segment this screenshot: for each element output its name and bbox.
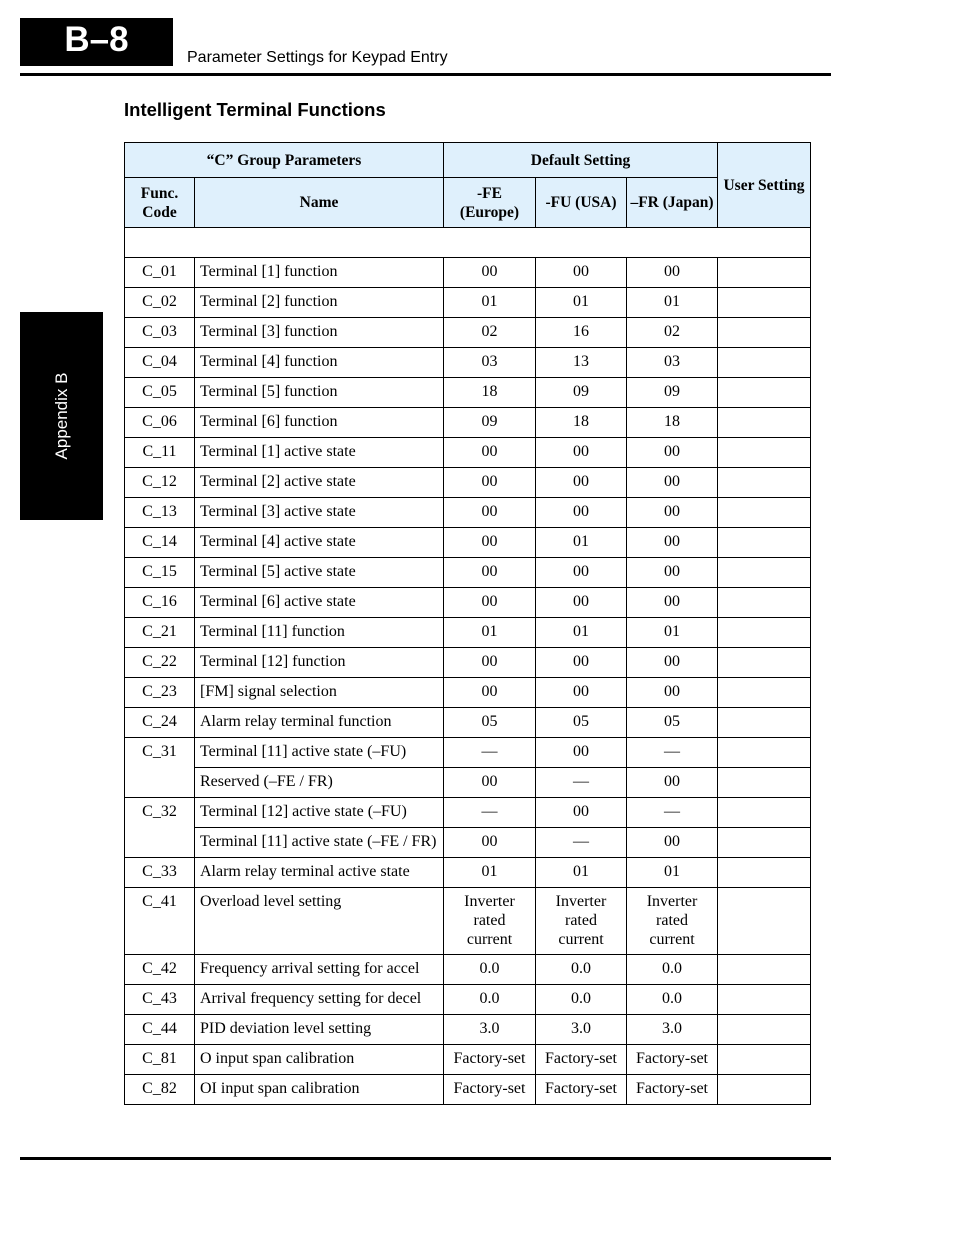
user-setting-cell <box>718 768 811 798</box>
fe-default-cell: 00 <box>444 648 536 678</box>
header-title: Parameter Settings for Keypad Entry <box>187 49 448 66</box>
fu-default-cell: Factory-set <box>536 1045 627 1075</box>
parameter-name-cell: Terminal [11] function <box>195 618 444 648</box>
table-row <box>125 828 811 858</box>
user-setting-cell <box>718 618 811 648</box>
user-setting-cell <box>718 955 811 985</box>
user-setting-cell <box>718 438 811 468</box>
user-setting-cell <box>718 588 811 618</box>
fu-default-cell: Inverter rated current <box>536 888 627 955</box>
func-code-cell: C_22 <box>125 648 195 678</box>
table-row <box>125 288 811 318</box>
fr-default-cell: Factory-set <box>627 1045 718 1075</box>
table-row <box>125 985 811 1015</box>
func-code-cell: C_04 <box>125 348 195 378</box>
fu-default-cell: 00 <box>536 258 627 288</box>
parameter-name-cell: Terminal [12] active state (–FU) <box>195 798 444 828</box>
user-setting-cell <box>718 498 811 528</box>
func-code-cell: C_42 <box>125 955 195 985</box>
user-setting-cell <box>718 558 811 588</box>
fr-default-cell: 0.0 <box>627 985 718 1015</box>
parameter-name-cell: Terminal [6] active state <box>195 588 444 618</box>
func-code-cell: C_23 <box>125 678 195 708</box>
fe-default-cell: 00 <box>444 828 536 858</box>
fe-default-cell: — <box>444 798 536 828</box>
user-setting-cell <box>718 678 811 708</box>
fr-default-cell: 00 <box>627 828 718 858</box>
table-row <box>125 768 811 798</box>
parameter-name-cell: Terminal [3] function <box>195 318 444 348</box>
fu-default-cell: 00 <box>536 738 627 768</box>
parameter-name-cell: Terminal [5] active state <box>195 558 444 588</box>
fr-header: –FR (Japan) <box>627 178 718 228</box>
fe-default-cell: Factory-set <box>444 1075 536 1105</box>
func-code-cell: C_02 <box>125 288 195 318</box>
fu-default-cell: 09 <box>536 378 627 408</box>
user-setting-cell <box>718 468 811 498</box>
parameter-name-cell: Overload level setting <box>195 888 444 955</box>
fu-default-cell: 00 <box>536 438 627 468</box>
parameter-name-cell: Terminal [4] active state <box>195 528 444 558</box>
func-code-cell: C_33 <box>125 858 195 888</box>
user-setting-cell <box>718 288 811 318</box>
fr-default-cell: — <box>627 798 718 828</box>
fr-default-cell: 02 <box>627 318 718 348</box>
table-row <box>125 858 811 888</box>
fe-default-cell: 0.0 <box>444 985 536 1015</box>
table-row <box>125 588 811 618</box>
fu-default-cell: 01 <box>536 858 627 888</box>
section-title: Intelligent Terminal Functions <box>124 99 386 120</box>
parameter-name-cell: Terminal [2] active state <box>195 468 444 498</box>
func-code-cell: C_82 <box>125 1075 195 1105</box>
table-row <box>125 408 811 438</box>
fe-default-cell: Inverter rated current <box>444 888 536 955</box>
fu-default-cell: 16 <box>536 318 627 348</box>
fu-default-cell: 13 <box>536 348 627 378</box>
fe-default-cell: 09 <box>444 408 536 438</box>
fu-default-cell: 00 <box>536 648 627 678</box>
parameter-table <box>124 142 811 1105</box>
fe-default-cell: 01 <box>444 618 536 648</box>
parameter-name-cell: Reserved (–FE / FR) <box>195 768 444 798</box>
fu-default-cell: 0.0 <box>536 985 627 1015</box>
user-setting-cell <box>718 858 811 888</box>
side-tab-label: Appendix B <box>51 372 71 460</box>
func-code-cell: C_43 <box>125 985 195 1015</box>
fr-default-cell: 00 <box>627 648 718 678</box>
fe-default-cell: 3.0 <box>444 1015 536 1045</box>
table-row <box>125 468 811 498</box>
fu-default-cell: 00 <box>536 468 627 498</box>
user-setting-cell <box>718 1075 811 1105</box>
fr-default-cell: 00 <box>627 498 718 528</box>
fe-default-cell: 00 <box>444 528 536 558</box>
fu-default-cell: 0.0 <box>536 955 627 985</box>
user-setting-cell <box>718 648 811 678</box>
fu-default-cell: 00 <box>536 558 627 588</box>
user-setting-cell <box>718 798 811 828</box>
table-row <box>125 708 811 738</box>
parameter-name-cell: Terminal [3] active state <box>195 498 444 528</box>
header-separator <box>125 228 811 258</box>
user-setting-cell <box>718 378 811 408</box>
fe-default-cell: 0.0 <box>444 955 536 985</box>
user-setting-cell <box>718 408 811 438</box>
table-row <box>125 1015 811 1045</box>
func-code-cell: C_06 <box>125 408 195 438</box>
table-row <box>125 1045 811 1075</box>
user-setting-cell <box>718 528 811 558</box>
group-header: “C” Group Parameters <box>125 143 444 178</box>
fe-default-cell: 00 <box>444 768 536 798</box>
func-code-cell: C_32 <box>125 798 195 828</box>
table-row <box>125 1075 811 1105</box>
fu-default-cell: 01 <box>536 528 627 558</box>
user-setting-cell <box>718 888 811 955</box>
fr-default-cell: Factory-set <box>627 1075 718 1105</box>
func-code-cell: C_44 <box>125 1015 195 1045</box>
func-code-cell: C_15 <box>125 558 195 588</box>
table-row <box>125 618 811 648</box>
func-code-cell: C_13 <box>125 498 195 528</box>
func-code-cell: C_24 <box>125 708 195 738</box>
page-number-badge: B–8 <box>20 18 173 66</box>
user-setting-cell <box>718 738 811 768</box>
user-setting-cell <box>718 318 811 348</box>
parameter-name-cell: Arrival frequency setting for decel <box>195 985 444 1015</box>
table-row <box>125 738 811 768</box>
parameter-name-cell: Frequency arrival setting for accel <box>195 955 444 985</box>
parameter-name-cell: OI input span calibration <box>195 1075 444 1105</box>
default-setting-header: Default Setting <box>444 143 718 178</box>
fu-header: -FU (USA) <box>536 178 627 228</box>
user-setting-header: User Setting <box>718 143 811 228</box>
table-row <box>125 528 811 558</box>
parameter-name-cell: Terminal [4] function <box>195 348 444 378</box>
parameter-name-cell: Terminal [5] function <box>195 378 444 408</box>
fr-default-cell: 00 <box>627 438 718 468</box>
table-row <box>125 558 811 588</box>
fe-default-cell: 05 <box>444 708 536 738</box>
user-setting-cell <box>718 1045 811 1075</box>
user-setting-cell <box>718 708 811 738</box>
func-code-cell: C_12 <box>125 468 195 498</box>
fr-default-cell: 00 <box>627 468 718 498</box>
table-row <box>125 648 811 678</box>
func-code-cell: C_03 <box>125 318 195 348</box>
table-row <box>125 498 811 528</box>
fr-default-cell: 01 <box>627 858 718 888</box>
func-code-cell: C_41 <box>125 888 195 955</box>
fr-default-cell: 3.0 <box>627 1015 718 1045</box>
fu-default-cell: — <box>536 828 627 858</box>
fe-default-cell: — <box>444 738 536 768</box>
fe-default-cell: 18 <box>444 378 536 408</box>
fe-default-cell: 02 <box>444 318 536 348</box>
user-setting-cell <box>718 828 811 858</box>
fr-default-cell: 03 <box>627 348 718 378</box>
fu-default-cell: 00 <box>536 498 627 528</box>
fu-default-cell: 18 <box>536 408 627 438</box>
fr-default-cell: 09 <box>627 378 718 408</box>
fe-header: -FE (Europe) <box>444 178 536 228</box>
parameter-name-cell: Terminal [6] function <box>195 408 444 438</box>
fu-default-cell: 01 <box>536 618 627 648</box>
user-setting-cell <box>718 348 811 378</box>
fe-default-cell: 01 <box>444 858 536 888</box>
func-code-header: Func. Code <box>125 178 195 228</box>
fe-default-cell: 00 <box>444 558 536 588</box>
table-row <box>125 678 811 708</box>
user-setting-cell <box>718 1015 811 1045</box>
fe-default-cell: 00 <box>444 498 536 528</box>
func-code-cell: C_81 <box>125 1045 195 1075</box>
fu-default-cell: 05 <box>536 708 627 738</box>
fr-default-cell: 18 <box>627 408 718 438</box>
footer-rule <box>20 1157 831 1160</box>
fr-default-cell: 00 <box>627 768 718 798</box>
parameter-name-cell: Alarm relay terminal function <box>195 708 444 738</box>
fe-default-cell: 00 <box>444 468 536 498</box>
fu-default-cell: 3.0 <box>536 1015 627 1045</box>
func-code-cell: C_31 <box>125 738 195 768</box>
fe-default-cell: 03 <box>444 348 536 378</box>
table-row <box>125 955 811 985</box>
parameter-name-cell: Terminal [2] function <box>195 288 444 318</box>
fe-default-cell: Factory-set <box>444 1045 536 1075</box>
fu-default-cell: 00 <box>536 798 627 828</box>
fr-default-cell: 01 <box>627 288 718 318</box>
fe-default-cell: 01 <box>444 288 536 318</box>
fr-default-cell: 00 <box>627 528 718 558</box>
table-row <box>125 438 811 468</box>
func-code-cell: C_05 <box>125 378 195 408</box>
fr-default-cell: Inverter rated current <box>627 888 718 955</box>
table-row <box>125 318 811 348</box>
table-row <box>125 888 811 955</box>
fu-default-cell: 01 <box>536 288 627 318</box>
func-code-cell: C_21 <box>125 618 195 648</box>
fr-default-cell: 00 <box>627 678 718 708</box>
func-code-cell: C_14 <box>125 528 195 558</box>
fe-default-cell: 00 <box>444 678 536 708</box>
fr-default-cell: 01 <box>627 618 718 648</box>
func-code-cell: C_16 <box>125 588 195 618</box>
func-code-cell: C_11 <box>125 438 195 468</box>
fe-default-cell: 00 <box>444 258 536 288</box>
table-row <box>125 348 811 378</box>
header-rule <box>20 73 831 76</box>
table-row <box>125 378 811 408</box>
fr-default-cell: 00 <box>627 558 718 588</box>
user-setting-cell <box>718 985 811 1015</box>
parameter-name-cell: [FM] signal selection <box>195 678 444 708</box>
parameter-name-cell: Alarm relay terminal active state <box>195 858 444 888</box>
func-code-cell: C_01 <box>125 258 195 288</box>
table-row <box>125 258 811 288</box>
parameter-name-cell: Terminal [12] function <box>195 648 444 678</box>
fr-default-cell: 0.0 <box>627 955 718 985</box>
parameter-name-cell: Terminal [11] active state (–FE / FR) <box>195 828 444 858</box>
fu-default-cell: 00 <box>536 588 627 618</box>
table-row <box>125 798 811 828</box>
fe-default-cell: 00 <box>444 438 536 468</box>
fu-default-cell: — <box>536 768 627 798</box>
fr-default-cell: — <box>627 738 718 768</box>
user-setting-cell <box>718 258 811 288</box>
fe-default-cell: 00 <box>444 588 536 618</box>
func-code-cell <box>125 828 195 858</box>
func-code-cell <box>125 768 195 798</box>
fr-default-cell: 00 <box>627 588 718 618</box>
name-header: Name <box>195 178 444 228</box>
parameter-name-cell: Terminal [11] active state (–FU) <box>195 738 444 768</box>
fr-default-cell: 05 <box>627 708 718 738</box>
fu-default-cell: 00 <box>536 678 627 708</box>
parameter-name-cell: Terminal [1] active state <box>195 438 444 468</box>
fu-default-cell: Factory-set <box>536 1075 627 1105</box>
parameter-name-cell: Terminal [1] function <box>195 258 444 288</box>
parameter-name-cell: PID deviation level setting <box>195 1015 444 1045</box>
appendix-side-tab <box>20 312 103 520</box>
fr-default-cell: 00 <box>627 258 718 288</box>
parameter-name-cell: O input span calibration <box>195 1045 444 1075</box>
